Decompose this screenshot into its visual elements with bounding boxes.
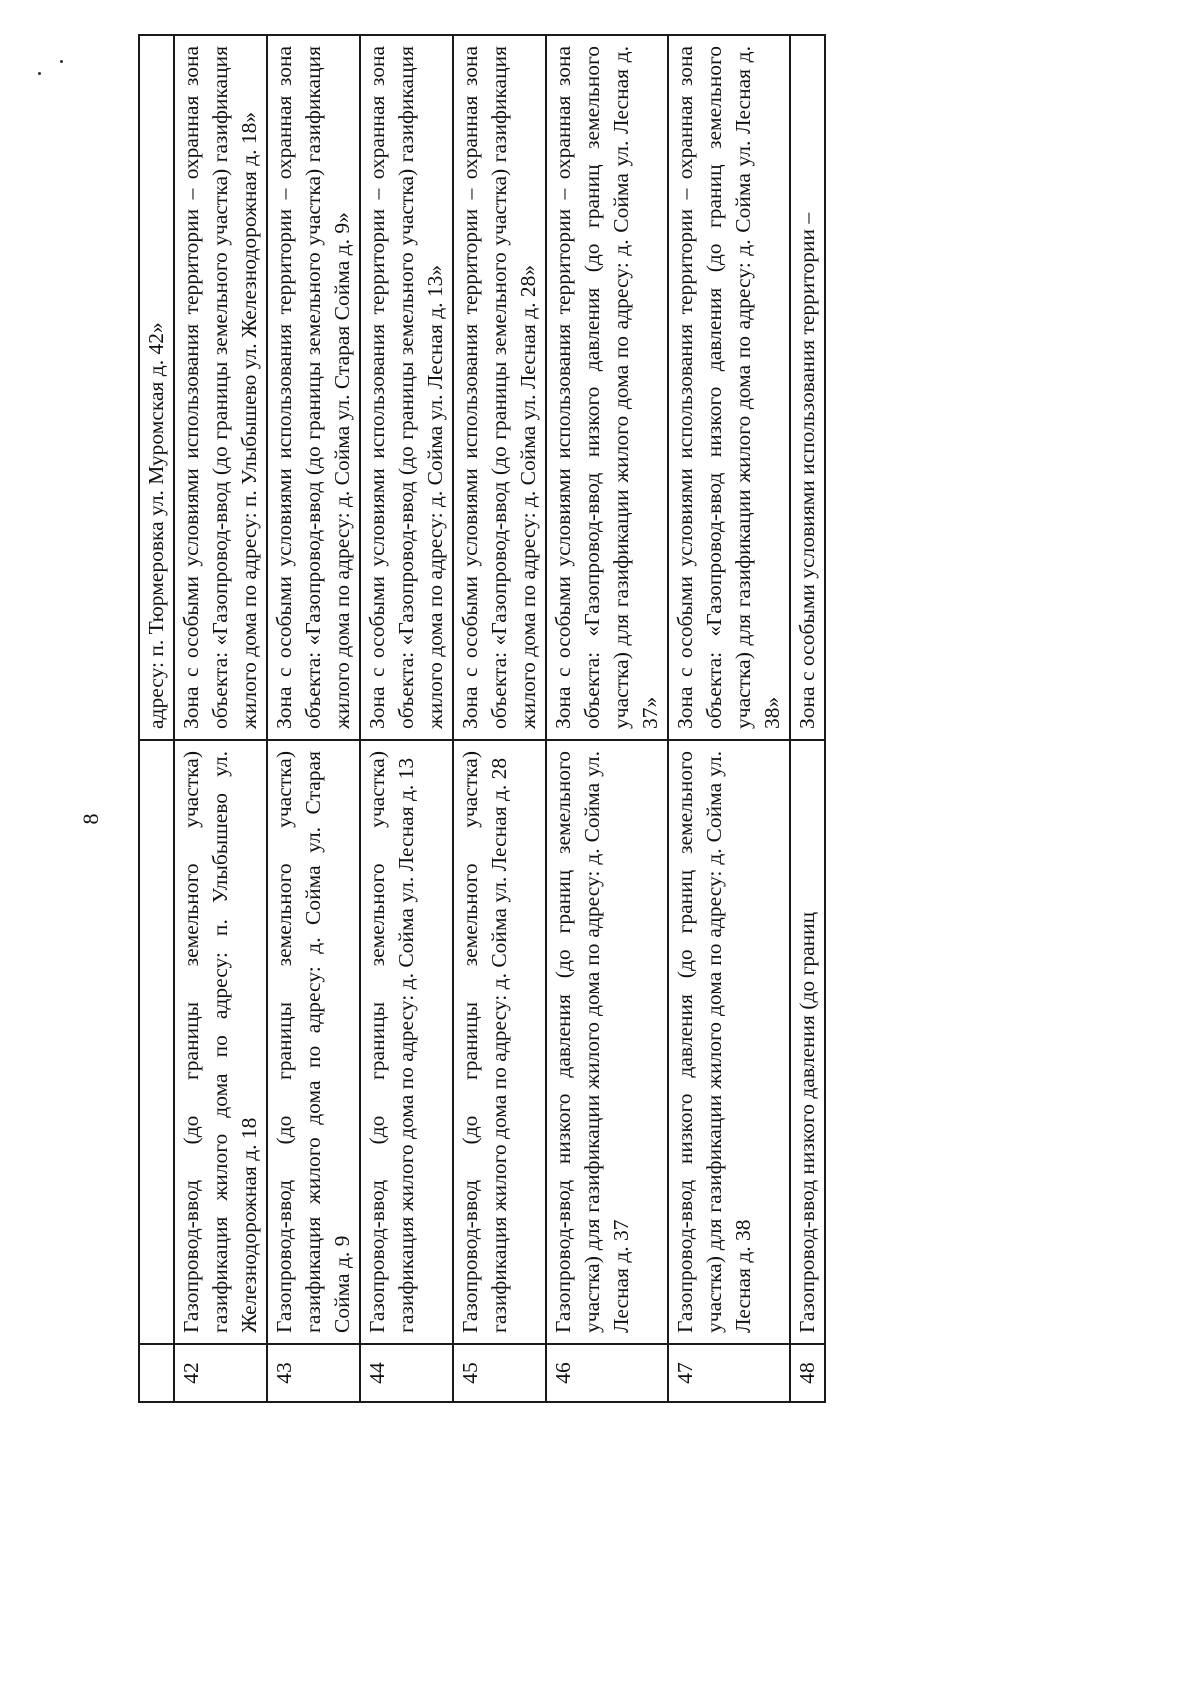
zone-cell: Зона с особыми условиями использования территории – охранная зона объекта: «Газопровод-ввод низкого давления (до границ земельного участка) для газификации жилого дома по адресу: д. Сойма ул. Лесная д. 38»: [668, 35, 790, 740]
row-number-cell: 42: [174, 1344, 267, 1402]
table-row: [139, 35, 174, 1402]
scan-speck: [60, 60, 63, 63]
table-row: [453, 35, 546, 1402]
object-cell: Газопровод-ввод низкого давления (до границ земельного участка) для газификации жилого дома по адресу: д. Сойма ул. Лесная д. 37: [546, 740, 668, 1344]
row-number-cell: [139, 1344, 174, 1402]
table-row: [174, 35, 267, 1402]
row-number-cell: 47: [668, 1344, 790, 1402]
row-number-cell: 43: [267, 1344, 360, 1402]
object-cell: Газопровод-ввод (до границы земельного участка) газификация жилого дома по адресу: п. Улыбышево ул. Железнодорожная д. 18: [174, 740, 267, 1344]
object-cell: Газопровод-ввод (до границы земельного участка) газификация жилого дома по адресу: д. Сойма ул. Лесная д. 28: [453, 740, 546, 1344]
zone-cell: Зона с особыми условиями использования территории – охранная зона объекта: «Газопровод-ввод низкого давления (до границ земельного участка) для газификации жилого дома по адресу: д. Сойма ул. Лесная д. 37»: [546, 35, 668, 740]
zone-cell: Зона с особыми условиями использования территории – охранная зона объекта: «Газопровод-ввод (до границы земельного участка) газификация жилого дома по адресу: д. Сойма ул. Старая Сойма д. 9»: [267, 35, 360, 740]
zone-cell: Зона с особыми условиями использования территории – охранная зона объекта: «Газопровод-ввод (до границы земельного участка) газификация жилого дома по адресу: д. Сойма ул. Лесная д. 28»: [453, 35, 546, 740]
page-number: 8: [78, 813, 103, 825]
table-row: [267, 35, 360, 1402]
object-cell: [139, 740, 174, 1344]
zone-cell: Зона с особыми условиями использования территории – охранная зона объекта: «Газопровод-ввод (до границы земельного участка) газификация жилого дома по адресу: д. Сойма ул. Лесная д. 13»: [360, 35, 453, 740]
object-cell: Газопровод-ввод (до границы земельного участка) газификация жилого дома по адресу: д. Сойма ул. Старая Сойма д. 9: [267, 740, 360, 1344]
scan-speck: [38, 72, 41, 75]
zone-cell: Зона с особыми условиями использования территории – охранная зона объекта: «Газопровод-ввод (до границы земельного участка) газификация жилого дома по адресу: п. Улыбышево ул. Железнодорожная д. 18»: [174, 35, 267, 740]
zones-table: [138, 34, 826, 1403]
row-number-cell: 46: [546, 1344, 668, 1402]
object-cell: Газопровод-ввод (до границы земельного участка) газификация жилого дома по адресу: д. Сойма ул. Лесная д. 13: [360, 740, 453, 1344]
table-row: [360, 35, 453, 1402]
rotated-page-content: [138, 40, 1148, 1403]
zone-cell: адресу: п. Тюрмеровка ул. Муромская д. 42»: [139, 35, 174, 740]
row-number-cell: 45: [453, 1344, 546, 1402]
object-cell: Газопровод-ввод низкого давления (до границ: [790, 740, 825, 1344]
row-number-cell: 44: [360, 1344, 453, 1402]
zone-cell: Зона с особыми условиями использования территории –: [790, 35, 825, 740]
row-number-cell: 48: [790, 1344, 825, 1402]
table-row: [668, 35, 790, 1402]
table-row: [790, 35, 825, 1402]
table-row: [546, 35, 668, 1402]
object-cell: Газопровод-ввод низкого давления (до границ земельного участка) для газификации жилого дома по адресу: д. Сойма ул. Лесная д. 38: [668, 740, 790, 1344]
